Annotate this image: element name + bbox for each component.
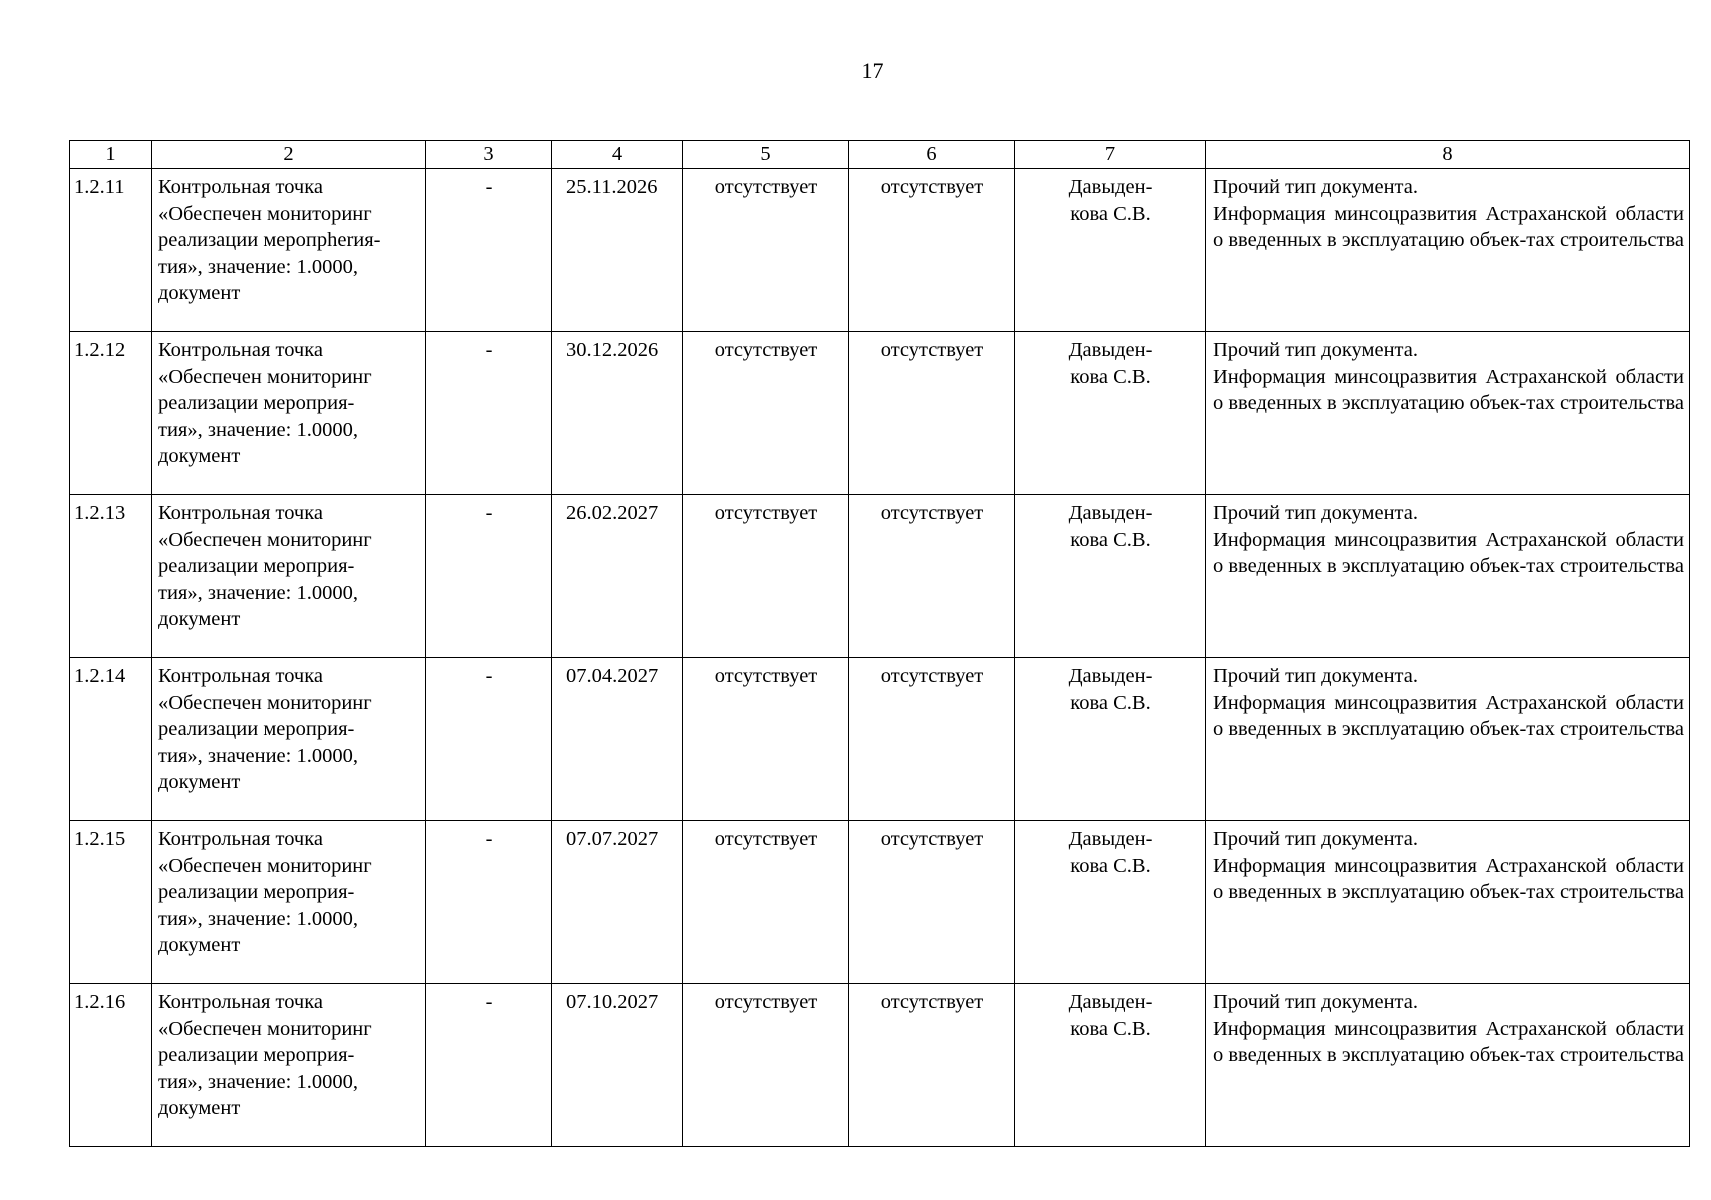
- column-header: 2: [152, 141, 426, 169]
- desc-line: «Обеспечен мониторинг: [158, 691, 372, 714]
- desc-line: тия», значение: 1.0000,: [158, 907, 358, 930]
- desc-line: документ: [158, 608, 241, 630]
- desc-line: реализации мероприя-: [158, 392, 355, 414]
- desc-line: тия», значение: 1.0000,: [158, 1070, 358, 1093]
- resp-line: кова С.В.: [1070, 1017, 1151, 1040]
- column-5-value: отсутствует: [683, 658, 849, 821]
- desc-line: реализации мероприя-: [158, 1044, 355, 1066]
- responsible-person: [1015, 495, 1206, 658]
- desc-line: документ: [158, 771, 241, 793]
- control-point-description: [152, 169, 426, 332]
- desc-line: Контрольная точка: [158, 176, 323, 198]
- due-date: 30.12.2026: [552, 332, 683, 495]
- responsible-person: [1015, 169, 1206, 332]
- column-header: 1: [70, 141, 152, 169]
- row-number: 1.2.12: [70, 332, 152, 495]
- desc-line: реализации мероприя-: [158, 881, 355, 903]
- desc-line: Контрольная точка: [158, 339, 323, 361]
- resp-line: кова С.В.: [1070, 202, 1151, 225]
- resp-line: кова С.В.: [1070, 854, 1151, 877]
- responsible-person: [1015, 984, 1206, 1147]
- desc-line: Контрольная точка: [158, 828, 323, 850]
- desc-line: «Обеспечен мониторинг: [158, 202, 372, 225]
- desc-line: «Обеспечен мониторинг: [158, 365, 372, 388]
- column-header: 7: [1015, 141, 1206, 169]
- responsible-person: [1015, 658, 1206, 821]
- column-3-value: -: [426, 332, 552, 495]
- column-5-value: отсутствует: [683, 821, 849, 984]
- column-3-value: -: [426, 984, 552, 1147]
- row-number: 1.2.15: [70, 821, 152, 984]
- desc-line: Контрольная точка: [158, 665, 323, 687]
- desc-line: Контрольная точка: [158, 991, 323, 1013]
- column-5-value: отсутствует: [683, 984, 849, 1147]
- document-info: [1206, 984, 1690, 1147]
- table-row: [70, 984, 1690, 1147]
- control-point-description: [152, 821, 426, 984]
- column-6-value: отсутствует: [849, 821, 1015, 984]
- resp-line: Давыден-: [1068, 828, 1153, 850]
- document-info: [1206, 495, 1690, 658]
- due-date: 07.10.2027: [552, 984, 683, 1147]
- due-date: 07.04.2027: [552, 658, 683, 821]
- due-date: 07.07.2027: [552, 821, 683, 984]
- table-row: [70, 332, 1690, 495]
- responsible-person: [1015, 821, 1206, 984]
- resp-line: кова С.В.: [1070, 365, 1151, 388]
- document-type: Прочий тип документа.: [1213, 828, 1418, 850]
- control-point-description: [152, 332, 426, 495]
- table-body: [70, 169, 1690, 1147]
- document-info: [1206, 658, 1690, 821]
- column-6-value: отсутствует: [849, 984, 1015, 1147]
- column-3-value: -: [426, 658, 552, 821]
- control-point-description: [152, 984, 426, 1147]
- column-6-value: отсутствует: [849, 169, 1015, 332]
- desc-line: «Обеспечен мониторинг: [158, 854, 372, 877]
- row-number: 1.2.16: [70, 984, 152, 1147]
- column-header: 8: [1206, 141, 1690, 169]
- desc-line: Контрольная точка: [158, 502, 323, 524]
- document-type: Прочий тип документа.: [1213, 502, 1418, 524]
- document-info: [1206, 332, 1690, 495]
- desc-line: документ: [158, 445, 241, 467]
- column-6-value: отсутствует: [849, 658, 1015, 821]
- column-3-value: -: [426, 169, 552, 332]
- column-header: 5: [683, 141, 849, 169]
- document-description: Информация минсоцразвития Астраханской области о введенных в эксплуатацию объек-тах строительства: [1213, 1017, 1684, 1066]
- desc-line: тия», значение: 1.0000,: [158, 581, 358, 604]
- desc-line: реализации мероприя-: [158, 718, 355, 740]
- document-description: Информация минсоцразвития Астраханской области о введенных в эксплуатацию объек-тах строительства: [1213, 854, 1684, 903]
- page-number: 17: [861, 58, 884, 83]
- desc-line: тия», значение: 1.0000,: [158, 255, 358, 278]
- document-info: [1206, 169, 1690, 332]
- document-description: Информация минсоцразвития Астраханской области о введенных в эксплуатацию объек-тах строительства: [1213, 528, 1684, 577]
- document-type: Прочий тип документа.: [1213, 339, 1418, 361]
- column-5-value: отсутствует: [683, 169, 849, 332]
- table-row: [70, 169, 1690, 332]
- table-row: [70, 821, 1690, 984]
- document-type: Прочий тип документа.: [1213, 665, 1418, 687]
- column-5-value: отсутствует: [683, 332, 849, 495]
- desc-line: реализации меропрherия-: [158, 229, 381, 251]
- column-header: 6: [849, 141, 1015, 169]
- desc-line: «Обеспечен мониторинг: [158, 528, 372, 551]
- row-number: 1.2.13: [70, 495, 152, 658]
- desc-line: документ: [158, 934, 241, 956]
- column-3-value: -: [426, 821, 552, 984]
- table-row: [70, 495, 1690, 658]
- responsible-person: [1015, 332, 1206, 495]
- column-6-value: отсутствует: [849, 495, 1015, 658]
- document-type: Прочий тип документа.: [1213, 991, 1418, 1013]
- resp-line: Давыден-: [1068, 502, 1153, 524]
- control-point-description: [152, 495, 426, 658]
- table-row: [70, 658, 1690, 821]
- desc-line: тия», значение: 1.0000,: [158, 744, 358, 767]
- control-point-description: [152, 658, 426, 821]
- resp-line: кова С.В.: [1070, 528, 1151, 551]
- desc-line: документ: [158, 282, 241, 304]
- document-description: Информация минсоцразвития Астраханской области о введенных в эксплуатацию объек-тах строительства: [1213, 202, 1684, 251]
- document-description: Информация минсоцразвития Астраханской области о введенных в эксплуатацию объек-тах строительства: [1213, 365, 1684, 414]
- column-number-header-row: [70, 141, 1690, 169]
- resp-line: Давыден-: [1068, 991, 1153, 1013]
- control-points-table: [69, 140, 1690, 1147]
- column-6-value: отсутствует: [849, 332, 1015, 495]
- row-number: 1.2.14: [70, 658, 152, 821]
- resp-line: кова С.В.: [1070, 691, 1151, 714]
- column-header: 3: [426, 141, 552, 169]
- row-number: 1.2.11: [70, 169, 152, 332]
- column-5-value: отсутствует: [683, 495, 849, 658]
- column-3-value: -: [426, 495, 552, 658]
- resp-line: Давыден-: [1068, 176, 1153, 198]
- resp-line: Давыден-: [1068, 665, 1153, 687]
- desc-line: реализации мероприя-: [158, 555, 355, 577]
- desc-line: «Обеспечен мониторинг: [158, 1017, 372, 1040]
- desc-line: тия», значение: 1.0000,: [158, 418, 358, 441]
- desc-line: документ: [158, 1097, 241, 1119]
- document-info: [1206, 821, 1690, 984]
- document-type: Прочий тип документа.: [1213, 176, 1418, 198]
- due-date: 26.02.2027: [552, 495, 683, 658]
- resp-line: Давыден-: [1068, 339, 1153, 361]
- column-header: 4: [552, 141, 683, 169]
- due-date: 25.11.2026: [552, 169, 683, 332]
- document-description: Информация минсоцразвития Астраханской области о введенных в эксплуатацию объек-тах строительства: [1213, 691, 1684, 740]
